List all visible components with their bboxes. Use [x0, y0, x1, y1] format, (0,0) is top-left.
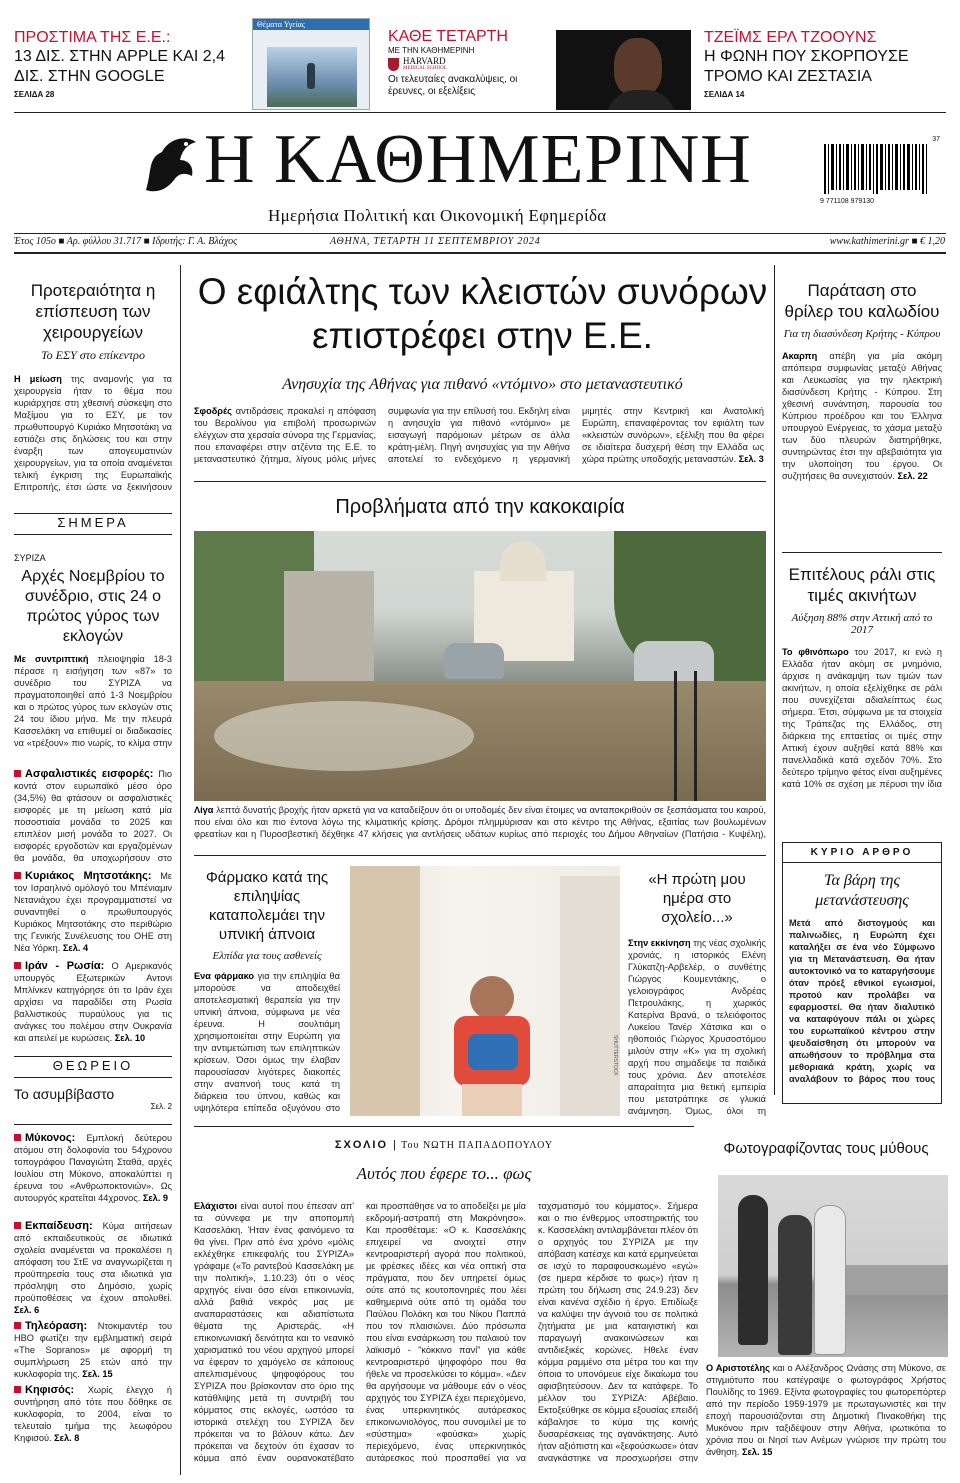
cable-story[interactable] — [782, 280, 942, 494]
brief-list-2 — [14, 1132, 172, 1444]
divider — [14, 112, 946, 113]
barcode-number: 9 771108 979130 — [820, 198, 874, 205]
story-body: Με συντριπτική πλειοψηφία 18-3 πέρασε η εισήγηση των «87» το συνέδριο του ΣΥΡΙΖΑ να πραγματοποιηθεί από 1-3 Νοεμβρίου και ο πρώτος γύρος των εκλογών στις 24 του ίδιου μήνα. Με την πλευρά Κασσελάκη να επιθυμεί οι διαδικασίες να «τρέξουν» πιο νωρίς, το κλίμα στην — [14, 654, 172, 748]
bullet-icon — [14, 1386, 21, 1393]
divider — [14, 233, 946, 234]
masthead-title: Η ΚΑΘΗΜΕΡΙΝΗ — [204, 121, 752, 198]
teaser-title: Η ΦΩΝΗ ΠΟΥ ΣΚΟΡΠΟΥΣΕ ΤΡΟΜΟ ΚΑΙ ΖΕΣΤΑΣΙΑ — [704, 48, 909, 85]
left-lead-story[interactable] — [14, 280, 172, 493]
bullet-icon — [14, 872, 21, 879]
teaser-kicker: ΤΖΕΪΜΣ ΕΡΛ ΤΖΟΟΥΝΣ — [704, 29, 877, 46]
story-sub: Αύξηση 88% στην Αττική από το 2017 — [791, 612, 933, 636]
theory-ref: Σελ. 2 — [150, 1102, 172, 1111]
rent-story[interactable] — [782, 564, 942, 790]
bullet-icon — [14, 1222, 21, 1229]
divider — [14, 513, 172, 514]
story-kicker: ΣΥΡΙΖΑ — [14, 553, 46, 563]
teaser-apple[interactable] — [14, 28, 244, 99]
comment-col-1: Ελάχιστοι είναι αυτοί που έπεσαν απ' τα σύννεφα με την αποπομπή Κασσελάκη. Ήταν ένας φαινόμενο τα θα γίνει. Πριν από ένα χρόνο «μόλις εκλέχθηκε επικεφαλής του ΣΥΡΙΖΑ» γράφαμε («Το ραντεβού Κασσελάκη με την πολιτική», 1.10.23) ότι ο νέος αρχηγός είναι όσο είναι επικοινωνία, αλλά βαθιά νεκρός μας με αναπαραστάσεις και αδιαπίστωτα θέματα της Αριστεράς. «Η επικοινωνιακή δεινότητα και το νεανικό χαρισματικό του νέου αρχηγού μπορεί να έφεραν το χαμόγελο σε κάποιους απελπισμένους ψηφοφόρους του ΣΥΡΙΖΑ που βρίσκονταν στο όριο της κατάθλιψης μετά τη συντριβή του κόμματος στις εκλογές, ωστόσο τα ιστορικά στελέχη του ΣΥΡΙΖΑ δεν πρόκειται να το βάλουν κάτω. Δεν πρόκειται να δεχτούν ότι έχασαν το κόμμα από έναν ουρανοκατέβατο — [194, 1201, 354, 1462]
brief-item[interactable]: Κηφισός: Χωρίς έλεγχο ή συντήρηση από τότε που δόθηκε σε κυκλοφορία, το 2004, είναι το τελευταίο τμήμα της λεωφόρου Κηφισού. Σελ. 8 — [14, 1384, 172, 1443]
bullet-icon — [14, 770, 21, 777]
divider — [194, 1126, 694, 1127]
story-title: Παράταση στο θρίλερ του καλωδίου — [784, 281, 940, 321]
divider — [194, 855, 766, 856]
syriza-story[interactable] — [14, 553, 172, 749]
story-sub: Ελπίδα για τους ασθενείς — [212, 950, 322, 962]
main-col-2: συμφωνία για την επίλυσή του. Εκδηλη είναι η ανησυχία για πιθανό «ντόμινο» με εισαγωγή παρόμοιων μέτρων σε άλλα κράτη-μέλη. Πηγή ανησυχίας για την Αθήνα αποτελεί το ενδεχόμενο η γερμανική — [388, 406, 570, 464]
drug-story[interactable] — [194, 868, 340, 1114]
brief-item[interactable]: Ιράν - Ρωσία: Ο Αμερικανός υπουργός Εξωτερικών Αντονι Μπλίνκεν κατηγόρησε ότι το Ιράν έχει αρχίσει να παραδίδει στη Ρωσία βαλλιστικούς πυραύλους για τις ανάγκες του πολέμου στην Ουκρανία και απειλεί με κυρώσεις. Σελ. 10 — [14, 960, 172, 1043]
issue-info: Έτος 105ο ■ Αρ. φύλλου 31.717 ■ Ιδρυτής: Γ. Α. Βλάχος — [14, 236, 238, 247]
brief-item[interactable]: Ασφαλιστικές εισφορές: Πιο κοντά στον ευρωπαϊκό μέσο όρο (34,5%) θα φτάσουν οι ασφαλιστικές εισφορές με τη μείωση κατά μία ποσοστιαία μονάδα το 2025 και επιπλέον μισή μονάδα το 2027. Οι εισφορές εργοδοτών και εργαζομένων θα μονάδα, θα υποχωρήσουν στο — [14, 768, 172, 863]
griffin-logo — [138, 130, 200, 198]
aristotle-photo — [718, 1175, 948, 1357]
aristotle-title[interactable]: Φωτογραφίζοντας τους μύθους — [723, 1140, 929, 1157]
magazine-photo — [267, 47, 357, 107]
story-sub: Για τη διασύνδεση Κρήτης - Κύπρου — [783, 328, 941, 340]
story-body: Το φθινόπωρο του 2017, κι ενώ η Ελλάδα ήταν ακόμη σε μνημόνιο, άρχισε η ανάκαμψη των τιμών των ακινήτων, η οποία εξελίχθηκε σε ράλι που συνεχίζεται αδιαλείπτως έως σήμερα. Έτσι, σύμφωνα με τα στοιχεία της Τράπεζας της Ελλάδος, στη διάρκεια της επταετίας οι τιμές στην Αττική έχουν αυξηθεί κατά 88% και πανελλαδικά κατά σχεδόν 70%. Στο δεύτερο τρίμηνο φέτος είναι αυξημένες κατά 10% σε σχέση με πέρυσι την ίδια — [782, 647, 942, 789]
editorial-body: Μετά από διστογμούς και παλινωδίες, η Ευρώπη έχει καταλήξει σε ένα νέο Σύμφωνο για τη Μετανάστευση. Θα ήταν αυτοκτονικό να το καταργήσουμε όταν πρόεξ εθνικοί εγωισμοί, προτού καν προλάβει να εφαρμοστεί. Θα ήταν διαλυτικό να καταφύγουν πάλι οι χώρες του ευρωπαϊκού κέντρου στην ψευδαίσθηση ότι μπορούν να απωθήσουν το πρόβλημα στα μεθοριακά κράτη, χωρίς να αναλάβουν το βάρος που τους — [789, 918, 935, 1084]
section-today: ΣΗΜΕΡΑ — [57, 515, 129, 530]
flood-photo — [194, 531, 766, 801]
teaser-sub: ΜΕ ΤΗΝ ΚΑΘΗΜΕΡΙΝΗ — [388, 46, 475, 55]
story-title: Προτεραιότητα η επίσπευση των χειρουργείων — [30, 281, 156, 342]
teaser-kicker: ΠΡΟΣΤΙΜΑ ΤΗΣ Ε.Ε.: — [14, 29, 171, 46]
story-title: «Η πρώτη μου ημέρα στο σχολείο...» — [648, 871, 746, 926]
brief-item[interactable]: Εκπαίδευση: Κύμα αιτήσεων από εκπαιδευτικούς σε ιδιωτικά σχολεία αναμένεται να προκαλέσει η απόφαση του ΣτΕ να αναγνωρίζεται η προϋπηρεσία τους στα ιδιωτικά για πρόσληψη στο Δημόσιο, χωρίς προϋποθέσεις να έχουν απολυθεί. Σελ. 6 — [14, 1220, 172, 1315]
main-headline[interactable]: Ο εφιάλτης των κλειστών συνόρων επιστρέφει στην Ε.Ε. — [197, 271, 768, 356]
column-rule — [774, 265, 775, 1095]
brief-item[interactable]: Κυριάκος Μητσοτάκης: Με τον Ισραηλινό ομόλογό του Μπένιαμιν Νετανιάχου έχει προγραμματιστεί να συναντηθεί ο πρωθυπουργός Κυριάκος Μητσοτάκης στο περιθώριο της Γενικής Συνέλευσης του ΟΗΕ στη Νέα Υόρκη. Σελ. 4 — [14, 870, 172, 953]
story-title: Φάρμακο κατά της επιληψίας καταπολεμάει την υπνική άπνοια — [205, 869, 329, 943]
bullet-icon — [14, 962, 21, 969]
teaser-page: ΣΕΛΙΔΑ 14 — [704, 90, 745, 99]
photo-credit: SHUTTERSTOCK — [612, 1035, 618, 1076]
brief-item[interactable]: Τηλεόραση: Ντοκιμαντέρ του HBO φωτίζει την εμβληματική σειρά «The Sopranos» με αφορμή τη συμπλήρωση 25 ετών από την κυκλοφορία της. Σελ. 15 — [14, 1320, 172, 1379]
teaser-title: Οι τελευταίες ανακαλύψεις, οι έρευνες, οι εξελίξεις — [388, 74, 518, 97]
theory-item[interactable] — [14, 1084, 172, 1111]
divider — [14, 534, 172, 535]
school-story[interactable] — [628, 870, 766, 1117]
column-rule — [180, 265, 181, 1475]
issue-number: 37 — [932, 136, 940, 143]
divider — [14, 1077, 172, 1078]
issue-price: www.kathimerini.gr ■ € 1,20 — [829, 236, 945, 247]
divider — [14, 1056, 172, 1057]
story-body: Η μείωση της αναμονής για τα χειρουργεία ήταν το θέμα που κυριάρχησε στη χθεσινή σύσκεψη στο Μαξίμου για το ΕΣΥ, με τον πρωθυπουργό Κυριάκο Μητσοτάκη να εστιάζει στις δηλώσεις του και στην έναρξη των απογευματινών χειρουργείων, για τα οποία αναμένεται τελική έγκριση της Ευρωπαϊκής Επιτροπής, έτσι ώστε να ξεκινήσουν — [14, 374, 172, 492]
main-col-3: μιμητές στην Κεντρική και Ανατολική Ευρώπη, επαναφέροντας τον εφιάλτη των «κλειστών συνόρων», εξέλιξη που θα φέρει σε ιδιαίτερα δυσχερή θέση την Ελλάδα ως χώρα πρώτης υποδοχής μεταναστών. Σελ. 3 — [582, 406, 764, 464]
teaser-earl-jones[interactable] — [704, 28, 944, 99]
flood-caption: Λίγα λεπτά δυνατής βροχής ήταν αρκετά για να καταδείξουν ότι οι υποδομές δεν είναι έτοιμες να ανταποκριθούν σε ξεσπάσματα του καιρού, που είναι όλο και πιο έντονα λόγω της κλιματικής κρίσης. Δρόμοι πλημμύρισαν και στο κέντρο της Αθήνας, εξαιτίας των βουλωμένων φρεατίων και η Πυροσβεστική δέχθηκε 47 κλήσεις για αντλήσεις υδάτων κυρίως από περιοχές του Δήμου Αθηναίων (Πατήσια - Κυψέλη), — [194, 805, 766, 839]
portrait-photo — [556, 30, 691, 110]
divider — [782, 552, 942, 553]
comment-col-3: ταχσματισμό του κόμματος». Σήμερα και ο πιο ένθερμος υποστηρικτής του κ. Κασσελάκη αντιλαμβάνεται πλέον ότι ο αρχηγός του ΣΥΡΙΖΑ με την απόβαση κατέσχε και κατά ερμηνεύεται σε ισχύ το παραφουσκωμένο «εγώ» (σε ημερα κέρδισε το φως») ήταν η πρώτη του δήλωση στις 24.9.23) δεν είναι κανένα σχέδιο ή έργο. Επιδίωξε να καλύψει την άγνοιά του σε πολιτικά ζητήματα με μια καταιγιστική και παραγωγή ανακοινώσεων και αντιδιεξικές κορώνες. Ηθελε έναν κόμμα ραμμένο στα μέτρα του και την όποια το υπονόμευε είχε δικαίωμα του αφισβητεύσουν. Δεν τα κατάφερε. Το μέλλον του ΣΥΡΙΖΑ: Αβέβαιο. Εκτοξεύθηκε σε κόμμα εξουσίας επειδή κάβαλησε το κύμα της κοινής δυσαρέσκειας της αγανάκτησης. Αυτό ήταν αξιόπιστη και «ξεφούσκωσε» όταν αναγκάστηκε να προσχωρήσει στην — [538, 1201, 698, 1462]
story-body: Στην εκκίνηση της νέας σχολικής χρονιάς, η ιστορικός Ελένη Γλύκατζη-Αρβελέρ, ο συνθέτης Γιώργος Κουμεντάκης, ο γελοιογράφος Ανδρέας Πετρουλάκης, η χωρικός Κατερίνα Βρανά, ο τελειόφοιτος Λυκείου Τανέρ Χάτσικα και ο ηθοποιός Γιώργος Χρυσοστόμου μιλούν στην «Κ» για τη σχολική αρχή που σημάδεψε τα παιδικά τους χρόνια. Δεν αποτελέσε απαραίτητα μια θετική εμπειρία που μετατράπηκε σε γλυκιά ανάμνηση. Όμως, όλοι τη — [628, 938, 766, 1116]
story-title: Επιτέλους ράλι στις τιμές ακινήτων — [788, 565, 936, 605]
teaser-kicker: ΚΑΘΕ ΤΕΤΑΡΤΗ — [388, 28, 508, 45]
school-photo — [350, 866, 620, 1116]
comment-title[interactable]: Αυτός που έφερε το... φως — [356, 1164, 532, 1183]
bullet-icon — [14, 1134, 21, 1141]
harvard-brand-sub: MEDICAL SCHOOL — [403, 66, 447, 71]
editorial-label: ΚΥΡΙΟ ΑΡΘΡΟ — [783, 843, 941, 863]
issue-date: ΑΘΗΝΑ, ΤΕΤΑΡΤΗ 11 ΣΕΠΤΕΜΒΡΙΟΥ 2024 — [330, 236, 541, 247]
main-subhead: Ανησυχία της Αθήνας για πιθανό «ντόμινο» στο μεταναστευτικό — [282, 376, 683, 393]
masthead-subtitle: Ημερήσια Πολιτική και Οικονομική Εφημερίδα — [268, 206, 607, 225]
teaser-page: ΣΕΛΙΔΑ 28 — [14, 90, 55, 99]
divider — [194, 481, 766, 482]
section-theory: ΘΕΩΡΕΙΟ — [52, 1058, 134, 1073]
comment-author: Του ΝΩΤΗ ΠΑΠΑΔΟΠΟΥΛΟΥ — [401, 1140, 554, 1151]
magazine-title: Θέματα Υγείας — [253, 19, 369, 30]
harvard-brand: HARVARD — [403, 56, 446, 66]
comment-label: ΣΧΟΛΙΟ — [334, 1139, 389, 1151]
editorial-title: Τα βάρη της μετανάστευσης — [815, 872, 909, 909]
story-sub: Το ΕΣΥ στο επίκεντρο — [41, 348, 145, 362]
magazine-cover[interactable] — [252, 18, 370, 110]
barcode — [820, 136, 940, 208]
story-body: Ακαρπη απέβη για μία ακόμη απόπειρα συμφωνίας μεταξύ Αθήνας και Λευκωσίας για την ηλεκτρική διασύνδεση Κρήτης - Κύπρου. Στη χθεσινή συνάντηση, παρουσία του Κύπριου προέδρου και του Έλληνα υπουργού Ενέργειας, το χάσμα μεταξύ των δύο πλευρών διατηρήθηκε, συντηρώντας έτσι την αβεβαιότητα για την υλοποίηση του έργου. Οι συζητήσεις θα συνεχιστούν. Σελ. 22 — [782, 351, 942, 481]
teaser-harvard[interactable] — [388, 28, 528, 98]
photo-story-title[interactable]: Προβλήματα από την κακοκαιρία — [335, 496, 625, 518]
bullet-icon — [14, 1322, 21, 1329]
divider — [14, 1124, 172, 1125]
brief-list — [14, 768, 172, 1044]
comment-header: ΣΧΟΛΙΟ | Του ΝΩΤΗ ΠΑΠΑΔΟΠΟΥΛΟΥ — [334, 1139, 554, 1151]
brief-item[interactable]: Μύκονος: Εμπλοκή δεύτερου ατόμου στη δολοφονία του 54χρονου τοπογράφου Παναγιώτη Σταθά, αρχές Ιουλίου στη Μύκονο, αποκαλύπτει η έρευνα του «Ανθρωποκτονιών». Ως αυτουργός κρατείται 44χρονος. Σελ. 9 — [14, 1132, 172, 1203]
theory-title: Το ασυμβίβαστο — [14, 1086, 115, 1102]
teaser-title: 13 ΔΙΣ. ΣΤΗΝ APPLE ΚΑΙ 2,4 ΔΙΣ. ΣΤΗΝ GOOGLE — [14, 48, 225, 85]
comment-col-2: και προσπάθησε να το αποδείξει με μία εκδρομή-αστραπή στη Μακρόνησο». Και προσθέταμε: «Ο κ. Κασσελάκης επιχειρεί να ανοιχτεί στην κεντροαριστερή αγορά που πολιτικού, με φρέσκες ιδέες και νέα οπτική στα πράγματα, που δεν υπηρετεί όμως ούτε από τις κουτοπονηριές που λέει καθημερινά ούτε από τη ομάδα του Παύλου Πολάκη και του Νίκου Παππά που τον πλαισιώνει. Δύο πρόσωπα που είναι ενσάρκωση του παλαιού τον λαϊκισμό - "κόκκινο πανί" για κάθε κεντροαριστερό ψηφοφόρο που θα ήθελε να προσελκύσει το κόμμα». «Δεν θα αργήσουμε να μάθουμε εάν ο νέος αρχηγός του ΣΥΡΙΖΑ έχει περιεχόμενο, ένας υπερκινητικός αυτάρεσκος επικοινωνιολόγος, που συνομιλεί με το «σύστημα» «φούσκα» χωρίς περιεχόμενο, ένας υπερκινητικός αυτάρεσκος πού προσπαθεί για να — [366, 1201, 526, 1462]
story-title: Αρχές Νοεμβρίου το συνέδριο, στις 24 ο πρώτος γύρος των εκλογών — [21, 568, 165, 645]
harvard-shield-icon — [388, 58, 399, 71]
story-body: Ενα φάρμακο για την επιληψία θα μπορούσε να αποδειχθεί αποτελεσματική θεραπεία για την υπνική άπνοια, σύμφωνα με νέα έρευνα. Η σουλτιάμη χρησιμοποιείται στην Ευρώπη για την αντιμετώπιση των επιληπτικών κρίσεων. Όσοι όμως την έλαβαν παρουσίασαν λιγότερες διακοπές στην αναπνοή τους κατά τη διάρκεια του ύπνου, καθώς και υψηλότερα επίπεδα οξυγόνου στο — [194, 971, 340, 1113]
editorial-box[interactable] — [782, 842, 942, 1104]
aristotle-caption: Ο Αριστοτέλης και ο Αλέξανδρος Ωνάσης στη Μύκονο, σε στιγμιότυπο που κατέγραψε ο φωτογράφος Χρήστος Πουλίδης το 1969. Εξίντα φωτογραφίες του φωτορεπόρτερ από την περίοδο 1959-1979 με πρωταγωνιστές και την εποχή παρουσιάζονται στη Δημοτική Πινακοθήκη της Μυκόνου πριν ταξιδέψουν στην Αθήνα, ιρωτικότια το χρόνια που οι Νησί των Ανέμων γνώρισε την πρώτη του άνθηση. Σελ. 15 — [706, 1363, 946, 1457]
main-col-1: Σφοδρές αντιδράσεις προκαλεί η απόφαση του Βερολίνου για επιβολή προσωρινών ελέγχων στα χερσαία σύνορα της Γερμανίας, που επαναφέρει στην ατζέντα της Ε.Ε. το μεταναστευτικό ζήτημα, λίγους μόλις μήνες — [194, 406, 376, 464]
divider — [14, 252, 946, 254]
